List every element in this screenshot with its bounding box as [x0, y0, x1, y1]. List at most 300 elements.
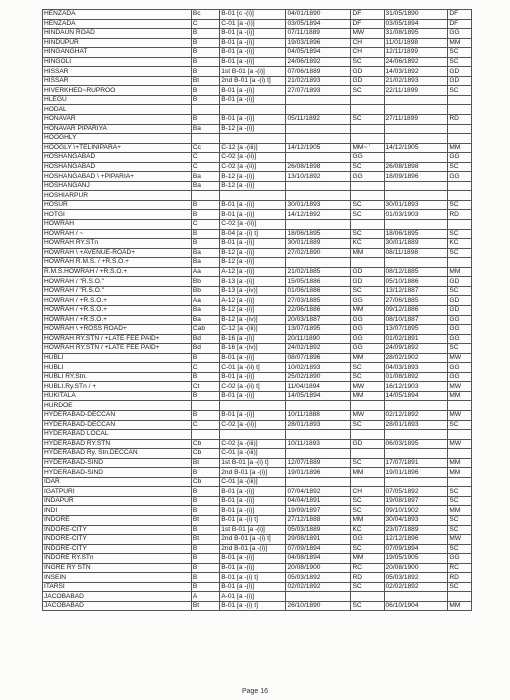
cell-division-from: GG — [351, 535, 384, 545]
cell-division-from: SC — [351, 372, 384, 382]
table-row — [43, 105, 472, 115]
cell-code: Ba — [191, 305, 219, 315]
cell-division-to: GG — [448, 153, 472, 163]
cell-code: B — [191, 353, 219, 363]
table-row — [43, 95, 472, 105]
cell-date-to: 19/08/1897 — [384, 496, 448, 506]
cell-division-from: CH — [351, 38, 384, 48]
cell-date-to: 27/06/1885 — [384, 296, 448, 306]
table-row — [43, 134, 472, 144]
cell-code: B — [191, 200, 219, 210]
cell-ref: B-01 [a -(i) t] — [220, 573, 286, 583]
cell-code: Aa — [191, 296, 219, 306]
cell-division-from: SC — [351, 210, 384, 220]
table-row — [43, 115, 472, 125]
cell-code: Bb — [191, 286, 219, 296]
cell-division-to: MM — [448, 143, 472, 153]
cell-ref: B-12 [a -(i)] — [220, 124, 286, 134]
cell-code: Bt — [191, 601, 219, 611]
cell-division-from: GD — [351, 67, 384, 77]
cell-station: HENZADA — [43, 19, 192, 29]
cell-code: B — [191, 115, 219, 125]
table-row — [43, 67, 472, 77]
cell-date-to — [384, 430, 448, 440]
table-row — [43, 334, 472, 344]
cell-code: Ba — [191, 315, 219, 325]
cell-division-to: SC — [448, 200, 472, 210]
cell-code: Aa — [191, 267, 219, 277]
cell-code: B — [191, 239, 219, 249]
table-row — [43, 410, 472, 420]
cell-division-from: SC — [351, 286, 384, 296]
cell-ref: A-01 [a -(i)] — [220, 592, 286, 602]
cell-date-to: 12/12/1896 — [384, 535, 448, 545]
cell-station: INDORE-CITY — [43, 535, 192, 545]
cell-date-from: 26/10/1890 — [286, 601, 351, 611]
cell-date-from: 27/02/1890 — [286, 248, 351, 258]
cell-division-to: SC — [448, 496, 472, 506]
cell-station: HOSUR — [43, 200, 192, 210]
cell-division-to: SC — [448, 57, 472, 67]
cell-date-from: 24/02/1892 — [286, 344, 351, 354]
cell-division-from: SC — [351, 162, 384, 172]
cell-date-from: 15/05/1886 — [286, 277, 351, 287]
cell-division-to — [448, 95, 472, 105]
cell-date-to: 20/08/1900 — [384, 563, 448, 573]
cell-code: Ba — [191, 124, 219, 134]
cell-ref: B-01 [a -(i)] — [220, 372, 286, 382]
cell-ref: C-02 [a -(ii)] — [220, 153, 286, 163]
cell-division-from: GD — [351, 277, 384, 287]
cell-ref — [220, 134, 286, 144]
cell-station: HONAVAR PIPARIYA — [43, 124, 192, 134]
cell-date-to: 01/03/1903 — [384, 210, 448, 220]
table-row — [43, 286, 472, 296]
cell-division-from: MM~ ' — [351, 143, 384, 153]
cell-date-from: 20/08/1900 — [286, 563, 351, 573]
cell-date-from: 04/04/1891 — [286, 496, 351, 506]
cell-station: HOSHANGABAD \ +PIPARIA+ — [43, 172, 192, 182]
cell-code: B — [191, 391, 219, 401]
cell-division-to: GG — [448, 554, 472, 564]
table-row — [43, 573, 472, 583]
cell-division-to: GG — [448, 372, 472, 382]
cell-ref: C-01 [a -(ii) t] — [220, 363, 286, 373]
table-row — [43, 191, 472, 201]
cell-station: HUKITALA — [43, 391, 192, 401]
cell-date-from: 07/09/1894 — [286, 544, 351, 554]
cell-date-to: 26/08/1898 — [384, 162, 448, 172]
cell-code: B — [191, 95, 219, 105]
cell-ref: B-01 [a -(i)] — [220, 57, 286, 67]
cell-division-to: GD — [448, 67, 472, 77]
cell-division-from: SC — [351, 420, 384, 430]
cell-division-to: GG — [448, 172, 472, 182]
cell-code: Bd — [191, 344, 219, 354]
cell-station: HISSAR — [43, 76, 192, 86]
cell-code: Bt — [191, 515, 219, 525]
cell-ref: 2nd B-01 [a -(i)] — [220, 468, 286, 478]
cell-date-to: 06/03/1895 — [384, 439, 448, 449]
cell-ref: 1st B-01 [a -(i)] — [220, 525, 286, 535]
cell-division-to: GD — [448, 76, 472, 86]
cell-date-from: 10/02/1893 — [286, 363, 351, 373]
table-row — [43, 200, 472, 210]
cell-date-to: 05/03/1892 — [384, 573, 448, 583]
table-row — [43, 86, 472, 96]
cell-date-from — [286, 430, 351, 440]
cell-division-to: RD — [448, 210, 472, 220]
cell-code: B — [191, 210, 219, 220]
cell-station: HOWRAH R.M.S. / +R.S.O.+ — [43, 258, 192, 268]
cell-ref: B-16 [a -(iv)] — [220, 344, 286, 354]
cell-date-to: 04/03/1893 — [384, 363, 448, 373]
cell-station: JACOBABAD — [43, 601, 192, 611]
cell-date-to — [384, 449, 448, 459]
table-row — [43, 372, 472, 382]
cell-station: HOWRAH / +R.S.O.+ — [43, 305, 192, 315]
cell-code: B — [191, 573, 219, 583]
cell-ref: 1st B-01 [a -(i)] — [220, 67, 286, 77]
table-row — [43, 10, 472, 20]
cell-code: B — [191, 410, 219, 420]
cell-division-to: SC — [448, 420, 472, 430]
cell-date-from — [286, 191, 351, 201]
cell-station: HOWRAH RY.STN / +LATE FEE PAID+ — [43, 334, 192, 344]
cell-date-to: 17/07/1891 — [384, 458, 448, 468]
cell-division-from: GG — [351, 315, 384, 325]
register-table-body — [43, 10, 472, 611]
cell-station: HOSHIARPUR — [43, 191, 192, 201]
table-row — [43, 601, 472, 611]
cell-code: C — [191, 363, 219, 373]
cell-code: Cb — [191, 449, 219, 459]
cell-ref: C-02 [a -(ii) t] — [220, 382, 286, 392]
cell-division-to: RD — [448, 115, 472, 125]
cell-ref: C-02 [a -(iii)] — [220, 439, 286, 449]
cell-ref: B-01 [a -(i)] — [220, 554, 286, 564]
cell-station: INSEIN — [43, 573, 192, 583]
cell-ref: B-01 [a -(i) t] — [220, 601, 286, 611]
cell-division-from: GG — [351, 296, 384, 306]
cell-date-from: 14/12/1905 — [286, 143, 351, 153]
cell-ref: B-01 [a -(i)] — [220, 239, 286, 249]
cell-date-to: 19/01/1896 — [384, 468, 448, 478]
cell-division-to: RC — [448, 563, 472, 573]
cell-date-to — [384, 477, 448, 487]
cell-division-from — [351, 191, 384, 201]
cell-division-to: GD — [448, 305, 472, 315]
cell-division-from: GG — [351, 325, 384, 335]
cell-code: B — [191, 57, 219, 67]
cell-station: HINDAUN ROAD — [43, 29, 192, 39]
cell-division-from: MW — [351, 29, 384, 39]
cell-ref: B-13 [a -(iv)] — [220, 286, 286, 296]
cell-date-from — [286, 449, 351, 459]
cell-date-to: 23/07/1889 — [384, 525, 448, 535]
cell-date-to: 09/10/1902 — [384, 506, 448, 516]
cell-division-to: GG — [448, 334, 472, 344]
cell-division-from: SC — [351, 115, 384, 125]
cell-date-to: 05/10/1886 — [384, 277, 448, 287]
cell-station: HOWRAH / "R.S.O." — [43, 277, 192, 287]
cell-code: B — [191, 29, 219, 39]
cell-division-to — [448, 220, 472, 230]
cell-division-from: SC — [351, 601, 384, 611]
cell-division-from — [351, 105, 384, 115]
cell-date-to: 28/01/1893 — [384, 420, 448, 430]
cell-division-from: SC — [351, 86, 384, 96]
cell-date-from: 05/11/1892 — [286, 115, 351, 125]
cell-ref: B-01 [a -(i)] — [220, 410, 286, 420]
cell-date-from: 11/04/1894 — [286, 382, 351, 392]
cell-ref: B-01 [a -(i)] — [220, 29, 286, 39]
cell-division-to: SC — [448, 515, 472, 525]
cell-division-to: MW — [448, 382, 472, 392]
table-row — [43, 267, 472, 277]
cell-code: Bd — [191, 334, 219, 344]
cell-date-to — [384, 258, 448, 268]
cell-division-to: SC — [448, 48, 472, 58]
table-row — [43, 430, 472, 440]
table-row — [43, 468, 472, 478]
cell-date-from — [286, 134, 351, 144]
cell-date-from: 07/04/1892 — [286, 487, 351, 497]
cell-date-to: 11/01/1898 — [384, 38, 448, 48]
cell-division-to: SC — [448, 248, 472, 258]
cell-division-from — [351, 220, 384, 230]
cell-division-from: SC — [351, 458, 384, 468]
cell-date-from — [286, 220, 351, 230]
cell-ref: B-16 [a -(i)] — [220, 334, 286, 344]
cell-code: Bt — [191, 535, 219, 545]
cell-station: HOWRAH \ +AVENUE-ROAD+ — [43, 248, 192, 258]
cell-code: B — [191, 496, 219, 506]
cell-code: Cc — [191, 143, 219, 153]
cell-date-from: 13/07/1895 — [286, 325, 351, 335]
table-row — [43, 344, 472, 354]
cell-date-to: 16/12/1903 — [384, 382, 448, 392]
cell-ref: C-12 [a -(iii)] — [220, 325, 286, 335]
cell-division-to: GD — [448, 296, 472, 306]
cell-station: HYDERABAD-SIND — [43, 468, 192, 478]
cell-station: R.M.S.HOWRAH / +R.S.O.+ — [43, 267, 192, 277]
cell-division-from — [351, 95, 384, 105]
cell-division-from — [351, 477, 384, 487]
cell-ref: C-12 [a -(iii)] — [220, 143, 286, 153]
cell-code: B — [191, 506, 219, 516]
table-row — [43, 277, 472, 287]
cell-division-from: GG — [351, 153, 384, 163]
cell-station: HINGOLI — [43, 57, 192, 67]
cell-station: HYDERABAD Ry. Stn.DECCAN — [43, 449, 192, 459]
cell-ref: B-12 [a -(i)] — [220, 181, 286, 191]
cell-division-from — [351, 449, 384, 459]
cell-division-to: MM — [448, 468, 472, 478]
cell-code: C — [191, 220, 219, 230]
cell-date-to: 12/11/1899 — [384, 48, 448, 58]
cell-ref: B-12 [a -(i)] — [220, 305, 286, 315]
cell-ref: C-02 [a -(ii)] — [220, 162, 286, 172]
cell-ref: B-12 [a -(i)] — [220, 258, 286, 268]
cell-division-from: MM — [351, 391, 384, 401]
cell-station: HINGANGHAT — [43, 48, 192, 58]
cell-station: HOWRAH RY.STN / +LATE FEE PAID+ — [43, 344, 192, 354]
cell-date-to — [384, 95, 448, 105]
cell-ref: B-13 [a -(i)] — [220, 277, 286, 287]
table-row — [43, 325, 472, 335]
cell-date-from — [286, 124, 351, 134]
cell-date-from — [286, 153, 351, 163]
cell-ref: B-01 [a -(i)] — [220, 86, 286, 96]
cell-division-from — [351, 592, 384, 602]
cell-code: B — [191, 86, 219, 96]
cell-date-from: 21/02/1885 — [286, 267, 351, 277]
cell-station: HOSHANGANJ — [43, 181, 192, 191]
table-row — [43, 38, 472, 48]
cell-division-from: SC — [351, 229, 384, 239]
cell-date-from: 27/12/1888 — [286, 515, 351, 525]
cell-code: Bt — [191, 458, 219, 468]
cell-division-to — [448, 477, 472, 487]
table-row — [43, 487, 472, 497]
cell-date-to: 31/08/1895 — [384, 29, 448, 39]
cell-division-from: GD — [351, 267, 384, 277]
cell-date-to — [384, 191, 448, 201]
table-row — [43, 29, 472, 39]
cell-division-to — [448, 449, 472, 459]
cell-division-from — [351, 401, 384, 411]
cell-division-to: SC — [448, 286, 472, 296]
cell-station: HYDERABAD RY.STN — [43, 439, 192, 449]
cell-code: B — [191, 372, 219, 382]
cell-date-from — [286, 401, 351, 411]
cell-date-from: 26/08/1898 — [286, 162, 351, 172]
table-row — [43, 153, 472, 163]
cell-date-from: 14/12/1892 — [286, 210, 351, 220]
table-row — [43, 181, 472, 191]
cell-division-from: MW — [351, 382, 384, 392]
cell-division-to: MW — [448, 410, 472, 420]
cell-date-to — [384, 153, 448, 163]
table-row — [43, 506, 472, 516]
cell-date-to: 08/11/1898 — [384, 248, 448, 258]
cell-code: B — [191, 563, 219, 573]
page-number: Page 16 — [241, 688, 269, 695]
cell-date-from: 28/01/1893 — [286, 420, 351, 430]
cell-division-from — [351, 258, 384, 268]
cell-code: B — [191, 229, 219, 239]
cell-date-from: 20/11/1890 — [286, 334, 351, 344]
cell-division-to: SC — [448, 582, 472, 592]
cell-date-to: 06/10/1904 — [384, 601, 448, 611]
table-row — [43, 449, 472, 459]
cell-code: Bb — [191, 277, 219, 287]
cell-division-to: GG — [448, 363, 472, 373]
cell-division-to: RD — [448, 573, 472, 583]
cell-station: HYDERABAD-DECCAN — [43, 420, 192, 430]
cell-date-to: 03/05/1894 — [384, 19, 448, 29]
table-row — [43, 229, 472, 239]
cell-ref: C-01 [a -(i)] — [220, 19, 286, 29]
table-row — [43, 554, 472, 564]
cell-date-from: 22/06/1886 — [286, 305, 351, 315]
cell-date-to: 14/05/1894 — [384, 391, 448, 401]
cell-division-from: MM — [351, 248, 384, 258]
cell-division-from: KC — [351, 239, 384, 249]
cell-division-from — [351, 430, 384, 440]
cell-date-to: 13/07/1895 — [384, 325, 448, 335]
cell-division-from: RC — [351, 563, 384, 573]
cell-code: B — [191, 544, 219, 554]
table-row — [43, 239, 472, 249]
cell-date-from: 05/03/1889 — [286, 525, 351, 535]
table-row — [43, 220, 472, 230]
cell-ref: B-01 [a -(i)] — [220, 115, 286, 125]
table-row — [43, 162, 472, 172]
cell-date-from: 27/03/1885 — [286, 296, 351, 306]
cell-date-from: 27/07/1893 — [286, 86, 351, 96]
cell-date-to: 22/11/1899 — [384, 86, 448, 96]
cell-date-from: 13/10/1892 — [286, 172, 351, 182]
cell-ref: B-01 [a -(i)] — [220, 563, 286, 573]
cell-ref: B-01 [a -(i)] — [220, 582, 286, 592]
cell-station: HISSAR — [43, 67, 192, 77]
cell-date-to: 07/05/1892 — [384, 487, 448, 497]
cell-date-to — [384, 124, 448, 134]
cell-code: B — [191, 554, 219, 564]
cell-station: HOWRAH / +R.S.O.+ — [43, 296, 192, 306]
cell-division-to — [448, 181, 472, 191]
cell-date-to: 08/10/1887 — [384, 315, 448, 325]
cell-date-to: 21/02/1893 — [384, 76, 448, 86]
cell-division-to: MW — [448, 439, 472, 449]
cell-date-from: 29/08/1891 — [286, 535, 351, 545]
cell-division-from: SC — [351, 57, 384, 67]
cell-date-to: 13/12/1887 — [384, 286, 448, 296]
cell-division-from — [351, 134, 384, 144]
cell-code — [191, 401, 219, 411]
cell-date-to — [384, 220, 448, 230]
table-row — [43, 515, 472, 525]
cell-division-to: DF — [448, 10, 472, 20]
cell-division-from: MM — [351, 554, 384, 564]
cell-station: HOWRAH / +R.S.O.+ — [43, 315, 192, 325]
table-row — [43, 477, 472, 487]
cell-date-from: 10/11/1893 — [286, 439, 351, 449]
cell-ref: A-12 [a -(i)] — [220, 267, 286, 277]
cell-station: INDORE RY.STn — [43, 554, 192, 564]
cell-date-to: 30/04/1893 — [384, 515, 448, 525]
cell-division-from: SC — [351, 582, 384, 592]
cell-division-from: MM — [351, 515, 384, 525]
cell-division-from: SC — [351, 506, 384, 516]
cell-station: INDAPUR — [43, 496, 192, 506]
cell-station: HYDERABAD-DECCAN — [43, 410, 192, 420]
cell-date-from: 19/09/1897 — [286, 506, 351, 516]
cell-station: HINDUPUR — [43, 38, 192, 48]
cell-ref: B-01 [c -(i)] — [220, 10, 286, 20]
cell-date-from — [286, 258, 351, 268]
cell-division-to: GG — [448, 315, 472, 325]
cell-date-to — [384, 181, 448, 191]
cell-station: HLEGU — [43, 95, 192, 105]
table-row — [43, 582, 472, 592]
cell-division-from: GD — [351, 76, 384, 86]
cell-division-from — [351, 181, 384, 191]
table-row — [43, 248, 472, 258]
cell-date-to: 27/11/1899 — [384, 115, 448, 125]
